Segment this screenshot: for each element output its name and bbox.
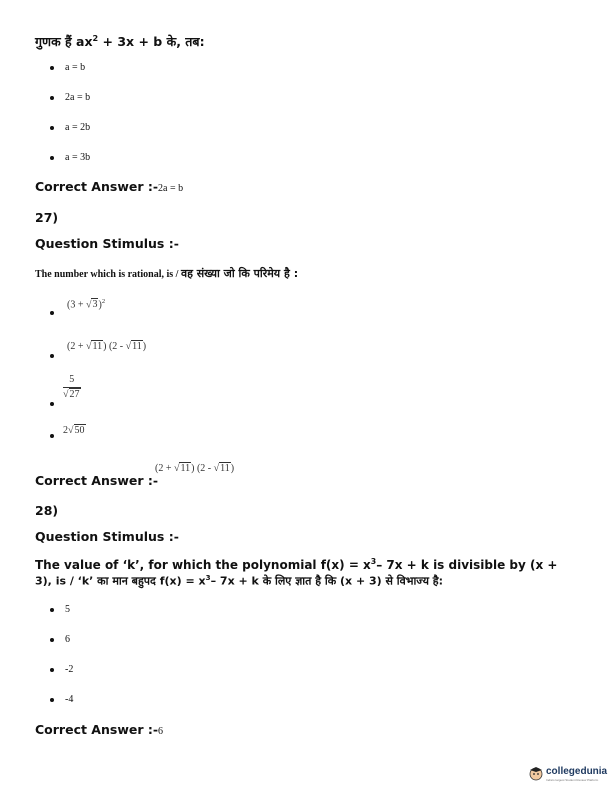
q26-option-4[interactable]: a = 3b [65,152,91,163]
q26-option-3[interactable]: a = 2b [65,122,91,133]
logo-mascot-icon [528,765,544,781]
answer-value: 6 [158,726,164,737]
q28-stimulus-label: Question Stimulus :- [35,529,179,544]
q27-correct-answer-label: Correct Answer :- [35,473,159,488]
bullet [50,311,54,315]
q27-question-text: The number which is rational, is / वह संख्या जो कि परिमेय है : [35,267,299,280]
bullet [50,608,54,612]
q26-option-2[interactable]: 2a = b [65,92,91,103]
q27-number: 27) [35,210,59,225]
q27-stimulus-label: Question Stimulus :- [35,236,179,251]
q27-option-3[interactable]: 5 √27 [63,374,80,400]
answer-label: Correct Answer :- [35,179,159,194]
bullet [50,66,54,70]
q28-option-1[interactable]: 5 [65,604,70,615]
q26-question-line: गुणक हैं $ax^2 + 3x + b$ के, तब: [35,33,205,50]
bullet [50,668,54,672]
q28-option-3[interactable]: -2 [65,664,74,675]
answer-label: Correct Answer :- [35,722,159,737]
q26-option-1[interactable]: a = b [65,62,86,73]
bullet [50,126,54,130]
q28-question-line-1: The value of ‘k’, for which the polynomial $f(x) = x^3-$ 7x + k is divisible by (x + [35,557,558,572]
q27-option-4[interactable]: 2√50 [63,425,85,436]
bullet [50,638,54,642]
q27-correct-answer-value: (2 + √11) (2 - √11) [155,463,235,474]
q28-correct-answer [35,721,163,739]
bullet [50,354,54,358]
q27-option-1[interactable]: $(3 + √3)^2$ [67,298,106,311]
bullet [50,96,54,100]
q28-option-2[interactable]: 6 [65,634,70,645]
q26-correct-answer [35,178,183,196]
q28-option-4[interactable]: -4 [65,694,74,705]
answer-value: 2a = b [158,183,184,194]
q28-question-line-2: 3), is / ‘k’ का मान बहुपद $f(x) = x^3-$ 7x + k के लिए ज्ञात है कि (x + 3) से विभाज्य है: [35,573,444,588]
collegedunia-logo: collegedunia India's largest Student Review Platform [528,764,608,784]
bullet [50,156,54,160]
bullet [50,698,54,702]
bullet [50,434,54,438]
q28-number: 28) [35,503,59,518]
q27-option-2[interactable]: (2 + √11) (2 - √11) [67,341,147,352]
bullet [50,402,54,406]
